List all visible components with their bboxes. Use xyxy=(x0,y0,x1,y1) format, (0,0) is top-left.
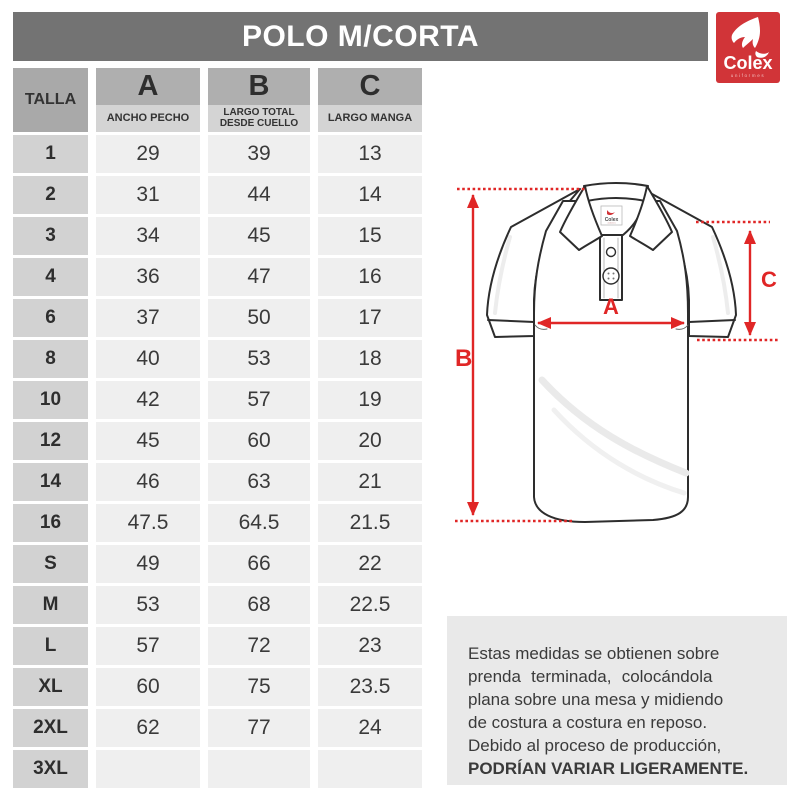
note-line: Debido al proceso de producción, xyxy=(468,736,722,755)
value-c-cell: 23 xyxy=(318,627,422,665)
button-top xyxy=(607,248,616,257)
size-cell: 8 xyxy=(13,340,88,378)
size-cell: 2XL xyxy=(13,709,88,747)
value-c-cell: 22.5 xyxy=(318,586,422,624)
column-header-b xyxy=(208,68,310,132)
value-b-cell: 66 xyxy=(208,545,310,583)
value-b-cell: 50 xyxy=(208,299,310,337)
value-a-cell: 36 xyxy=(96,258,200,296)
page-title: POLO M/CORTA xyxy=(241,19,480,53)
size-cell: 1 xyxy=(13,135,88,173)
note-line-bold: PODRÍAN VARIAR LIGERAMENTE. xyxy=(468,759,749,778)
value-a-cell: 37 xyxy=(96,299,200,337)
note-box xyxy=(447,616,787,785)
value-a-cell: 60 xyxy=(96,668,200,706)
size-cell: XL xyxy=(13,668,88,706)
value-b-cell: 45 xyxy=(208,217,310,255)
value-b-cell: 63 xyxy=(208,463,310,501)
value-a-cell xyxy=(96,750,200,788)
size-cell: 2 xyxy=(13,176,88,214)
collar-band xyxy=(584,183,648,201)
value-c-cell xyxy=(318,750,422,788)
column-label-b: LARGO TOTAL DESDE CUELLO xyxy=(208,105,310,132)
note-line: Estas medidas se obtienen sobre xyxy=(468,644,720,663)
size-cell: 3 xyxy=(13,217,88,255)
size-cell: L xyxy=(13,627,88,665)
neck-brand-tag xyxy=(601,206,622,225)
column-letter-b: B xyxy=(208,68,310,105)
size-cell: 12 xyxy=(13,422,88,460)
polo-shirt-drawing xyxy=(487,183,736,522)
button-bottom xyxy=(603,268,619,284)
measure-label-a: A xyxy=(603,294,619,319)
size-table xyxy=(13,68,422,788)
title-bar xyxy=(13,12,708,61)
value-a-cell: 34 xyxy=(96,217,200,255)
value-a-cell: 53 xyxy=(96,586,200,624)
value-a-cell: 29 xyxy=(96,135,200,173)
tag-brand-subtitle: uniformes xyxy=(607,222,616,225)
size-cell: 10 xyxy=(13,381,88,419)
value-a-cell: 62 xyxy=(96,709,200,747)
colex-logo xyxy=(716,12,780,83)
note-line: plana sobre una mesa y midiendo xyxy=(468,690,724,709)
value-a-cell: 49 xyxy=(96,545,200,583)
value-c-cell: 23.5 xyxy=(318,668,422,706)
value-a-cell: 57 xyxy=(96,627,200,665)
value-a-cell: 46 xyxy=(96,463,200,501)
value-c-cell: 13 xyxy=(318,135,422,173)
size-cell: 3XL xyxy=(13,750,88,788)
column-label-c: LARGO MANGA xyxy=(318,105,422,132)
value-b-cell: 53 xyxy=(208,340,310,378)
column-letter-c: C xyxy=(318,68,422,105)
value-c-cell: 18 xyxy=(318,340,422,378)
value-c-cell: 20 xyxy=(318,422,422,460)
value-a-cell: 42 xyxy=(96,381,200,419)
value-a-cell: 40 xyxy=(96,340,200,378)
size-cell: M xyxy=(13,586,88,624)
value-a-cell: 31 xyxy=(96,176,200,214)
logo-text: Colex xyxy=(723,53,773,73)
tag-brand-text: Colex xyxy=(604,217,619,223)
value-c-cell: 19 xyxy=(318,381,422,419)
value-b-cell: 47 xyxy=(208,258,310,296)
column-header-a xyxy=(96,68,200,132)
value-c-cell: 21 xyxy=(318,463,422,501)
note-line: de costura a costura en reposo. xyxy=(468,713,708,732)
size-cell: 6 xyxy=(13,299,88,337)
value-c-cell: 16 xyxy=(318,258,422,296)
logo-subtitle: uniformes xyxy=(730,73,766,78)
column-letter-a: A xyxy=(96,68,200,105)
measure-label-c: C xyxy=(761,267,777,292)
value-c-cell: 24 xyxy=(318,709,422,747)
value-c-cell: 17 xyxy=(318,299,422,337)
value-b-cell: 77 xyxy=(208,709,310,747)
value-b-cell: 60 xyxy=(208,422,310,460)
size-cell: 16 xyxy=(13,504,88,542)
value-c-cell: 21.5 xyxy=(318,504,422,542)
polo-diagram xyxy=(450,165,790,565)
value-b-cell: 75 xyxy=(208,668,310,706)
note-line: prenda terminada, colocándola xyxy=(468,667,713,686)
value-b-cell: 64.5 xyxy=(208,504,310,542)
size-cell: 4 xyxy=(13,258,88,296)
value-b-cell: 57 xyxy=(208,381,310,419)
value-c-cell: 22 xyxy=(318,545,422,583)
value-c-cell: 15 xyxy=(318,217,422,255)
size-cell: 14 xyxy=(13,463,88,501)
size-column-header: TALLA xyxy=(13,68,88,132)
value-a-cell: 47.5 xyxy=(96,504,200,542)
size-cell: S xyxy=(13,545,88,583)
value-a-cell: 45 xyxy=(96,422,200,460)
value-c-cell: 14 xyxy=(318,176,422,214)
value-b-cell: 39 xyxy=(208,135,310,173)
value-b-cell: 72 xyxy=(208,627,310,665)
column-header-c xyxy=(318,68,422,132)
value-b-cell: 68 xyxy=(208,586,310,624)
value-b-cell: 44 xyxy=(208,176,310,214)
column-label-a: ANCHO PECHO xyxy=(96,105,200,132)
value-b-cell xyxy=(208,750,310,788)
measure-label-b: B xyxy=(455,345,473,372)
